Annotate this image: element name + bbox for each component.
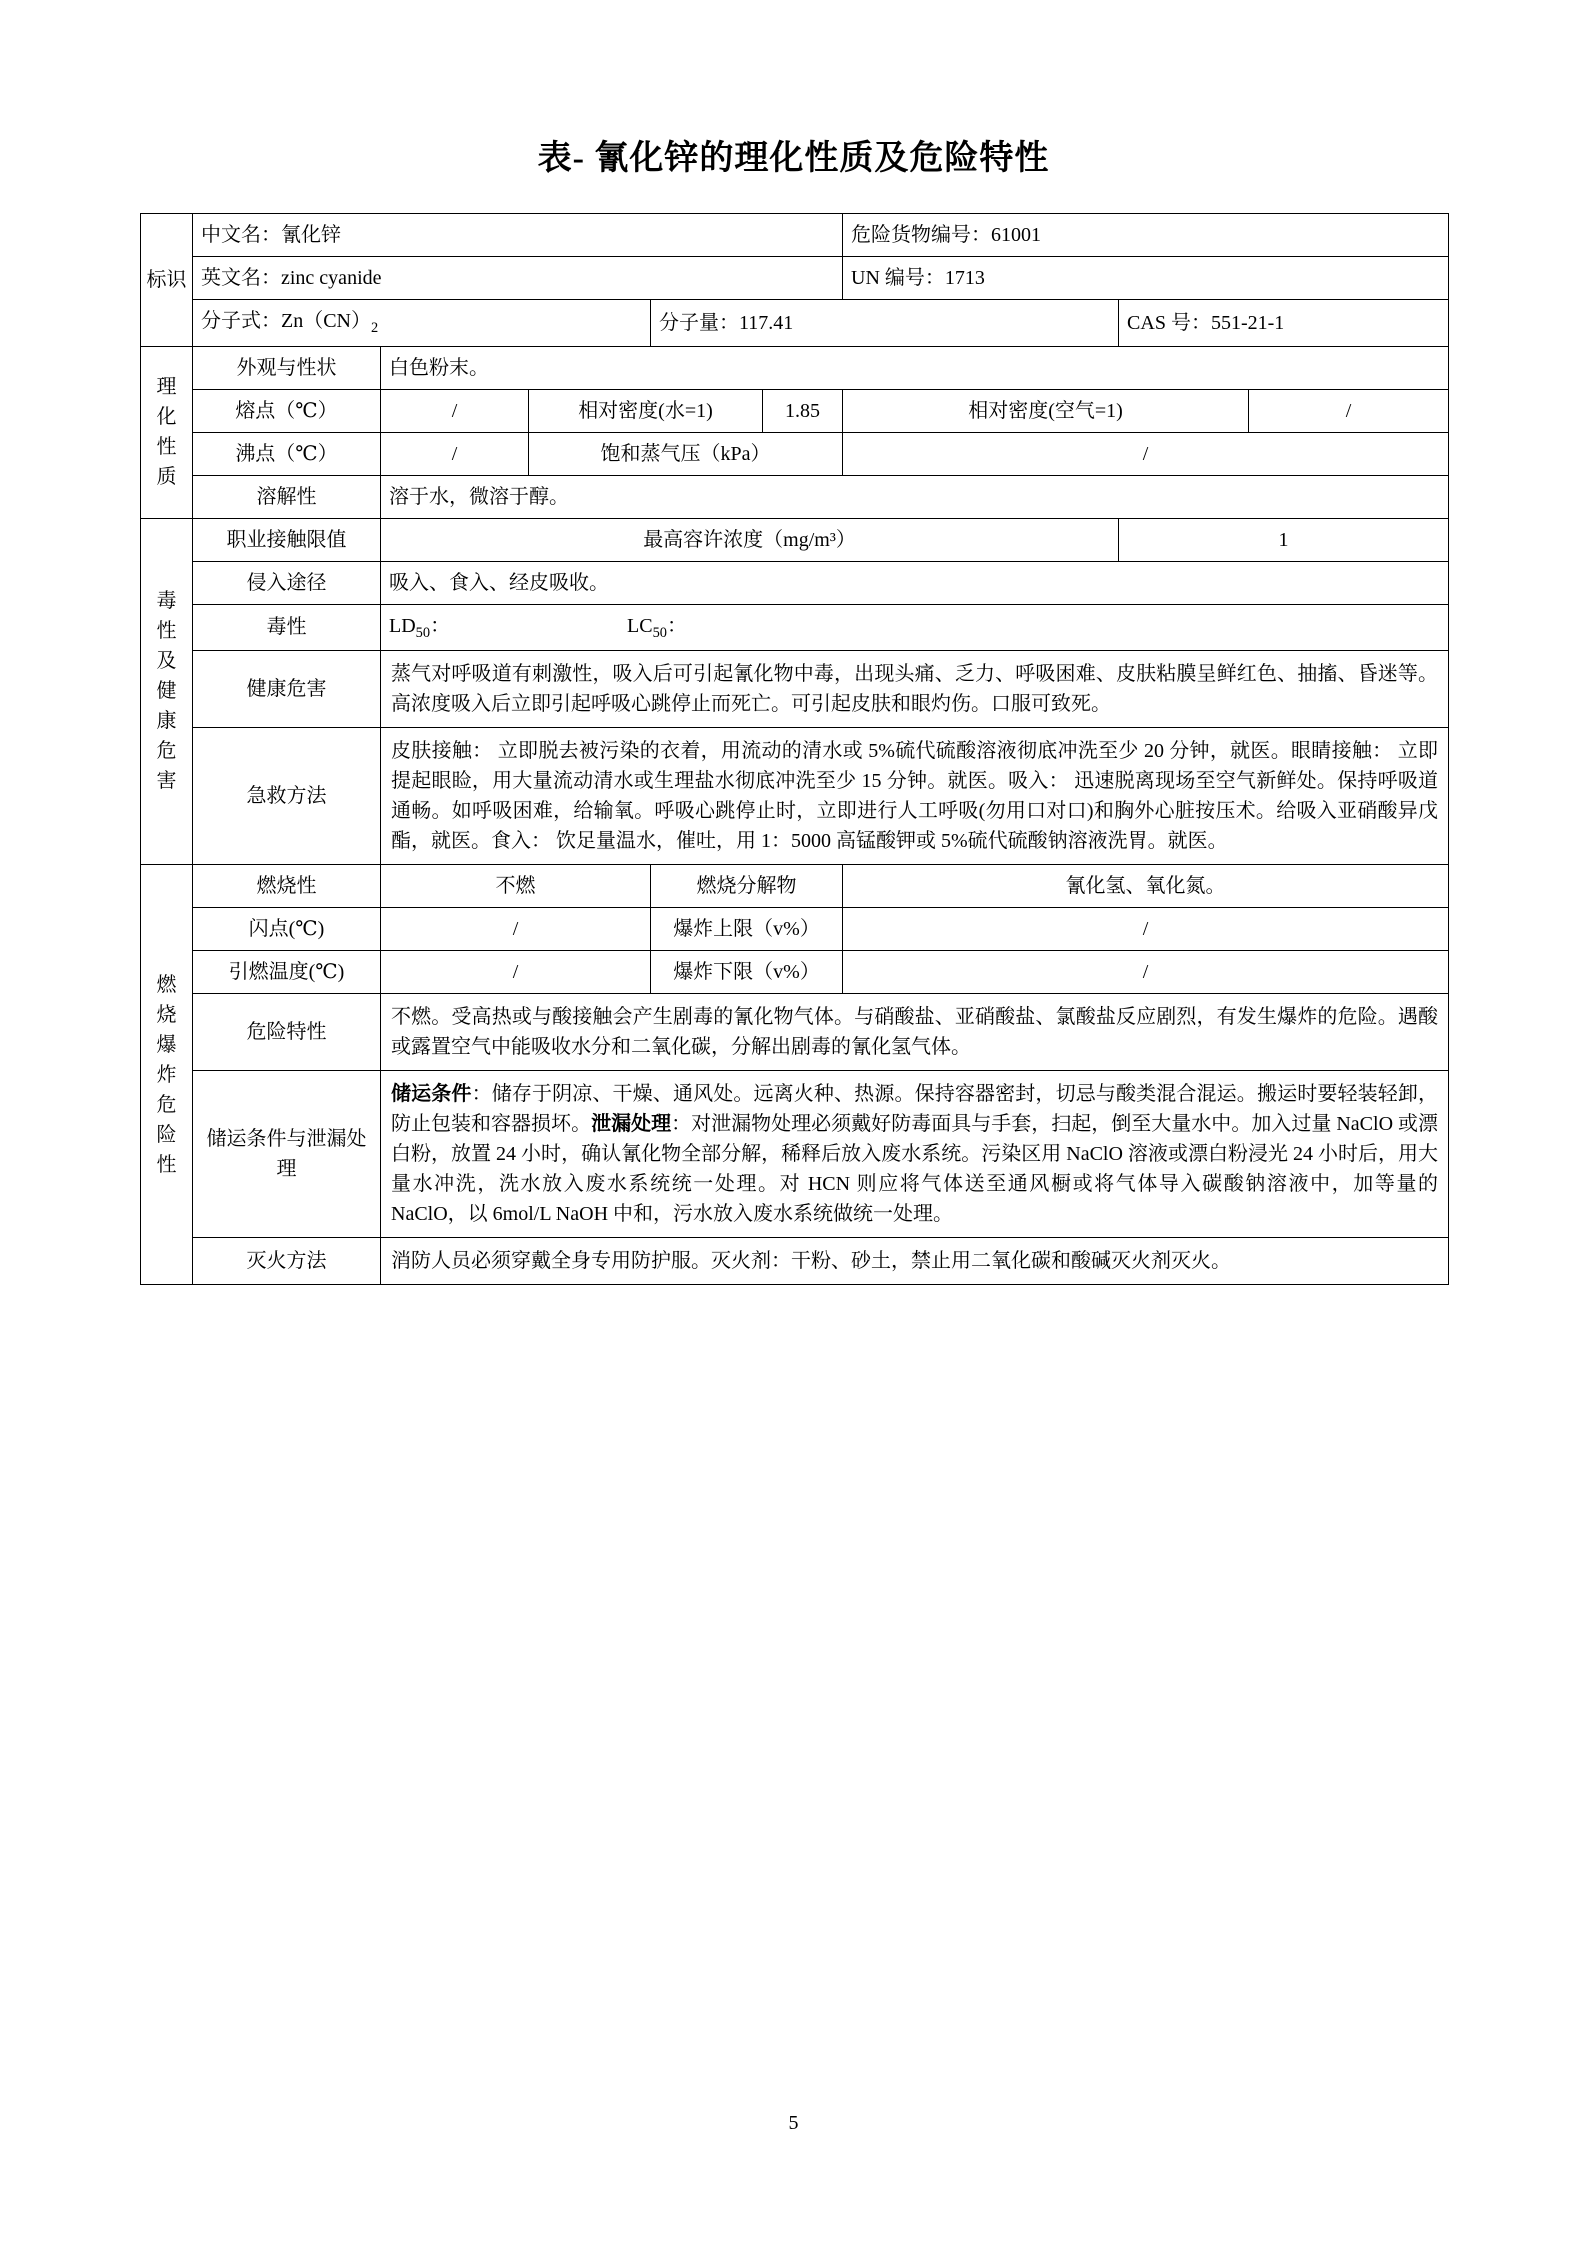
table-row <box>141 432 1449 475</box>
ld50-entry <box>389 611 627 645</box>
combustibility-value: 不燃 <box>381 865 651 908</box>
relative-density-air-label: 相对密度(空气=1) <box>843 389 1249 432</box>
ld50-value: ： <box>430 614 451 637</box>
relative-density-water-label: 相对密度(水=1) <box>529 389 763 432</box>
table-row <box>141 389 1449 432</box>
extinguish-method-label: 灭火方法 <box>193 1238 381 1285</box>
table-row <box>141 604 1449 651</box>
exposure-limit-label: 职业接触限值 <box>193 518 381 561</box>
section-label-identification: 标识 <box>141 214 193 347</box>
decomposition-label: 燃烧分解物 <box>651 865 843 908</box>
ignition-temperature-value: / <box>381 951 651 994</box>
storage-conditions-heading: 储运条件 <box>391 1083 472 1106</box>
page-title: 表- 氰化锌的理化性质及危险特性 <box>537 140 1050 177</box>
relative-density-air-value: / <box>1249 389 1449 432</box>
decomposition-value: 氰化氢、氧化氮。 <box>843 865 1449 908</box>
formula-subscript: 2 <box>371 320 379 336</box>
en-name-cell: 英文名：zinc cyanide <box>193 257 843 300</box>
table-row <box>141 300 1449 347</box>
hazard-characteristics-label: 危险特性 <box>193 994 381 1071</box>
table-row <box>141 728 1449 865</box>
boiling-point-value: / <box>381 432 529 475</box>
hazard-characteristics-value: 不燃。受高热或与酸接触会产生剧毒的氰化物气体。与硝酸盐、亚硝酸盐、氯酸盐反应剧烈，有发生爆炸的危险。遇酸或露置空气中能吸收水分和二氧化碳，分解出剧毒的氰化氢气体。 <box>381 994 1449 1071</box>
lc50-value: ： <box>666 614 687 637</box>
storage-conditions-text: ：储存于阴凉、干燥、通风处。远离火种、热源。保持容器密封，切忌与酸类混合混运。搬运时要轻装轻卸，防止包装和容器损坏。 <box>391 1083 1439 1136</box>
solubility-label: 溶解性 <box>193 475 381 518</box>
table-row <box>141 951 1449 994</box>
table-row <box>141 1238 1449 1285</box>
ld50-label: LD <box>389 614 416 637</box>
ld50-subscript: 50 <box>415 624 431 641</box>
flash-point-label: 闪点(℃) <box>193 908 381 951</box>
table-row <box>141 518 1449 561</box>
upper-explosive-limit-label: 爆炸上限（v%） <box>651 908 843 951</box>
section-label-fire: 燃 烧 爆 炸 危 险 性 <box>141 865 193 1285</box>
formula-cell <box>193 300 651 347</box>
lower-explosive-limit-value: / <box>843 951 1449 994</box>
table-row <box>141 257 1449 300</box>
cn-name-cell: 中文名：氰化锌 <box>193 214 843 257</box>
un-number-cell: UN 编号：1713 <box>843 257 1449 300</box>
solubility-value: 溶于水，微溶于醇。 <box>381 475 1449 518</box>
table-row <box>141 214 1449 257</box>
melting-point-value: / <box>381 389 529 432</box>
health-hazard-value: 蒸气对呼吸道有刺激性，吸入后可引起氰化物中毒，出现头痛、乏力、呼吸困难、皮肤粘膜呈鲜红色、抽搐、昏迷等。高浓度吸入后立即引起呼吸心跳停止而死亡。可引起皮肤和眼灼伤。口服可致死。 <box>381 651 1449 728</box>
relative-density-water-value: 1.85 <box>763 389 843 432</box>
storage-leak-label <box>193 1071 381 1238</box>
vapor-pressure-value: / <box>843 432 1449 475</box>
appearance-label: 外观与性状 <box>193 346 381 389</box>
page-number: 5 <box>788 2112 799 2134</box>
table-row <box>141 651 1449 728</box>
appearance-value: 白色粉末。 <box>381 346 1449 389</box>
melting-point-label: 熔点（℃） <box>193 389 381 432</box>
section-label-physical: 理 化 性 质 <box>141 346 193 518</box>
boiling-point-label: 沸点（℃） <box>193 432 381 475</box>
exposure-route-value: 吸入、食入、经皮吸收。 <box>381 561 1449 604</box>
storage-leak-value <box>381 1071 1449 1238</box>
lower-explosive-limit-label: 爆炸下限（v%） <box>651 951 843 994</box>
lc50-subscript: 50 <box>652 624 667 641</box>
table-row <box>141 561 1449 604</box>
cas-number-cell: CAS 号：551-21-1 <box>1119 300 1449 347</box>
upper-explosive-limit-value: / <box>843 908 1449 951</box>
ignition-temperature-label: 引燃温度(℃) <box>193 951 381 994</box>
combustibility-label: 燃烧性 <box>193 865 381 908</box>
leak-handling-text: ：对泄漏物处理必须戴好防毒面具与手套，扫起，倒至大量水中。加入过量 NaClO 或漂白粉，放置 24 小时，确认氰化物全部分解，稀释后放入废水系统。污染区用 NaClO 溶液或漂白粉浸光 24 小时后，用大量水冲洗，洗水放入废水系统统一处理。对 HCN 则应将气体送至通风橱或将气体导入碳酸钠溶液中，加等量的 NaClO，以 6mol/L NaOH 中和，污水放入废水系统做统一处理。 <box>391 1113 1439 1226</box>
lc50-entry <box>627 614 687 641</box>
exposure-route-label: 侵入途径 <box>193 561 381 604</box>
vapor-pressure-label: 饱和蒸气压（kPa） <box>529 432 843 475</box>
molecular-weight-cell: 分子量：117.41 <box>651 300 1119 347</box>
storage-leak-label-text: 储运条件与泄漏处理 <box>206 1128 367 1181</box>
first-aid-value: 皮肤接触： 立即脱去被污染的衣着，用流动的清水或 5%硫代硫酸溶液彻底冲洗至少 20 分钟，就医。眼睛接触： 立即提起眼睑，用大量流动清水或生理盐水彻底冲洗至少 15 分钟。就医。吸入： 迅速脱离现场至空气新鲜处。保持呼吸道通畅。如呼吸困难，给输氧。呼吸心跳停止时，立即进行人工呼吸(勿用口对口)和胸外心脏按压术。给吸入亚硝酸异戊酯，就医。食入： 饮足量温水，催吐，用 1：5000 高锰酸钾或 5%硫代硫酸钠溶液洗胃。就医。 <box>381 728 1449 865</box>
toxicity-values <box>381 604 1449 651</box>
max-concentration-value: 1 <box>1119 518 1449 561</box>
table-row <box>141 865 1449 908</box>
table-row <box>141 1071 1449 1238</box>
formula-text: 分子式：Zn（CN） <box>201 310 371 332</box>
extinguish-method-value: 消防人员必须穿戴全身专用防护服。灭火剂：干粉、砂土，禁止用二氧化碳和酸碱灭火剂灭火。 <box>381 1238 1449 1285</box>
health-hazard-label: 健康危害 <box>193 651 381 728</box>
max-concentration-label: 最高容许浓度（mg/m³） <box>381 518 1119 561</box>
flash-point-value: / <box>381 908 651 951</box>
table-row <box>141 475 1449 518</box>
first-aid-label: 急救方法 <box>193 728 381 865</box>
table-row <box>141 908 1449 951</box>
table-row <box>141 346 1449 389</box>
chemical-properties-table <box>140 213 1449 1285</box>
section-label-toxicity: 毒 性 及 健 康 危 害 <box>141 518 193 865</box>
table-row <box>141 994 1449 1071</box>
lc50-label: LC <box>627 614 653 637</box>
hazard-number-cell: 危险货物编号：61001 <box>843 214 1449 257</box>
leak-handling-heading: 泄漏处理 <box>591 1113 672 1136</box>
toxicity-label: 毒性 <box>193 604 381 651</box>
